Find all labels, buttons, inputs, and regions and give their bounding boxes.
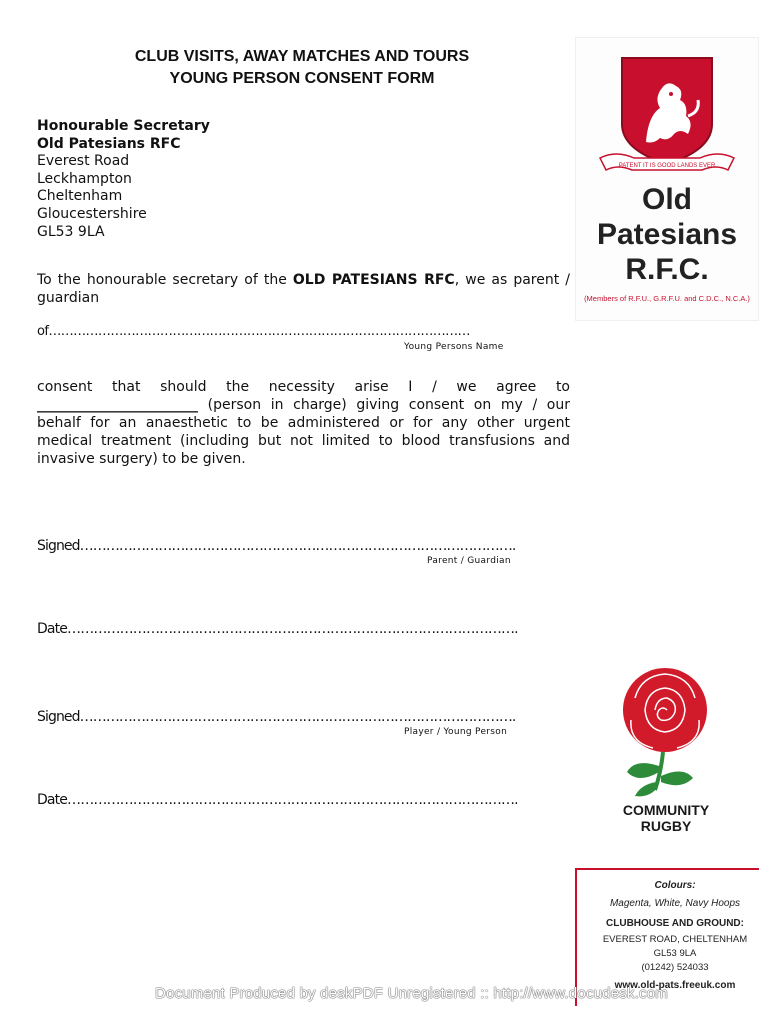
- address-line-1: Honourable Secretary: [37, 118, 210, 134]
- consent-part1: consent that should the necessity arise I / we agree to: [37, 379, 570, 395]
- rugby-text: RUGBY: [640, 818, 692, 834]
- colours-label: Colours:: [654, 880, 696, 891]
- pdf-watermark-footer: Document Produced by deskPDF Unregistered :: http://www.docudesk.com: [155, 985, 668, 1002]
- address-line-5: Cheltenham: [37, 188, 123, 205]
- club-name-line3: R.F.C.: [625, 253, 709, 286]
- consent-paragraph: [37, 378, 570, 468]
- clubhouse-label: CLUBHOUSE AND GROUND:: [606, 918, 744, 929]
- form-title-line2: YOUNG PERSON CONSENT FORM: [169, 70, 435, 87]
- club-logo-panel: [575, 37, 759, 321]
- address-block: [37, 118, 210, 241]
- club-website[interactable]: www.old-pats.freeuk.com: [614, 980, 736, 991]
- intro-club-name: OLD PATESIANS RFC: [292, 272, 455, 288]
- person-in-charge-blank[interactable]: _______________________: [37, 397, 198, 413]
- address-line-6: Gloucestershire: [37, 205, 147, 222]
- club-name-line2: Patesians: [596, 218, 738, 251]
- date-field-1[interactable]: Date………………………………………………………………………………………….: [37, 621, 518, 637]
- crest-motto: PATENT IT IS GOOD LANDS EVER: [618, 163, 716, 169]
- parent-signature-caption: Parent / Guardian: [427, 556, 511, 566]
- england-rose-icon: [575, 662, 757, 802]
- address-line-7: GL53 9LA: [37, 223, 105, 240]
- consent-part2: (person in charge) giving consent on my / our behalf for an anaesthetic to be administered or for any other urgent medical treatment (including but not limited to blood transfusions and invasive surgery) to be given.: [37, 397, 570, 467]
- community-text: COMMUNITY: [622, 802, 710, 818]
- parent-signature-field[interactable]: Signed……………………………………………………………………………………….: [37, 538, 516, 554]
- club-phone: (01242) 524033: [641, 962, 709, 973]
- club-affiliations: (Members of R.F.U., G.R.F.U. and C.D.C., N.C.A.): [584, 294, 750, 303]
- intro-before: To the honourable secretary of the: [37, 272, 293, 288]
- young-person-name-caption: Young Persons Name: [404, 342, 504, 352]
- intro-paragraph: [37, 271, 570, 307]
- colours-value: Magenta, White, Navy Hoops: [609, 898, 741, 909]
- form-title-line1: CLUB VISITS, AWAY MATCHES AND TOURS: [134, 48, 470, 65]
- player-signature-caption: Player / Young Person: [404, 727, 508, 737]
- address-line-4: Leckhampton: [37, 170, 132, 187]
- clubhouse-address-line1: EVEREST ROAD, CHELTENHAM: [602, 934, 748, 945]
- young-person-name-field[interactable]: of…………………………………………………………………………………………: [37, 324, 470, 339]
- clubhouse-address-line2: GL53 9LA: [653, 948, 697, 959]
- player-signature-field[interactable]: Signed……………………………………………………………………………………….: [37, 709, 516, 725]
- club-crest-icon: [576, 46, 758, 186]
- club-name-line1: Old: [642, 183, 692, 216]
- address-line-2: Old Patesians RFC: [37, 135, 181, 152]
- date-field-2[interactable]: Date………………………………………………………………………………………….: [37, 792, 518, 808]
- intro-after: , we as parent / guardian: [37, 272, 571, 306]
- address-line-3: Everest Road: [37, 153, 130, 170]
- community-rugby-logo: [575, 662, 757, 862]
